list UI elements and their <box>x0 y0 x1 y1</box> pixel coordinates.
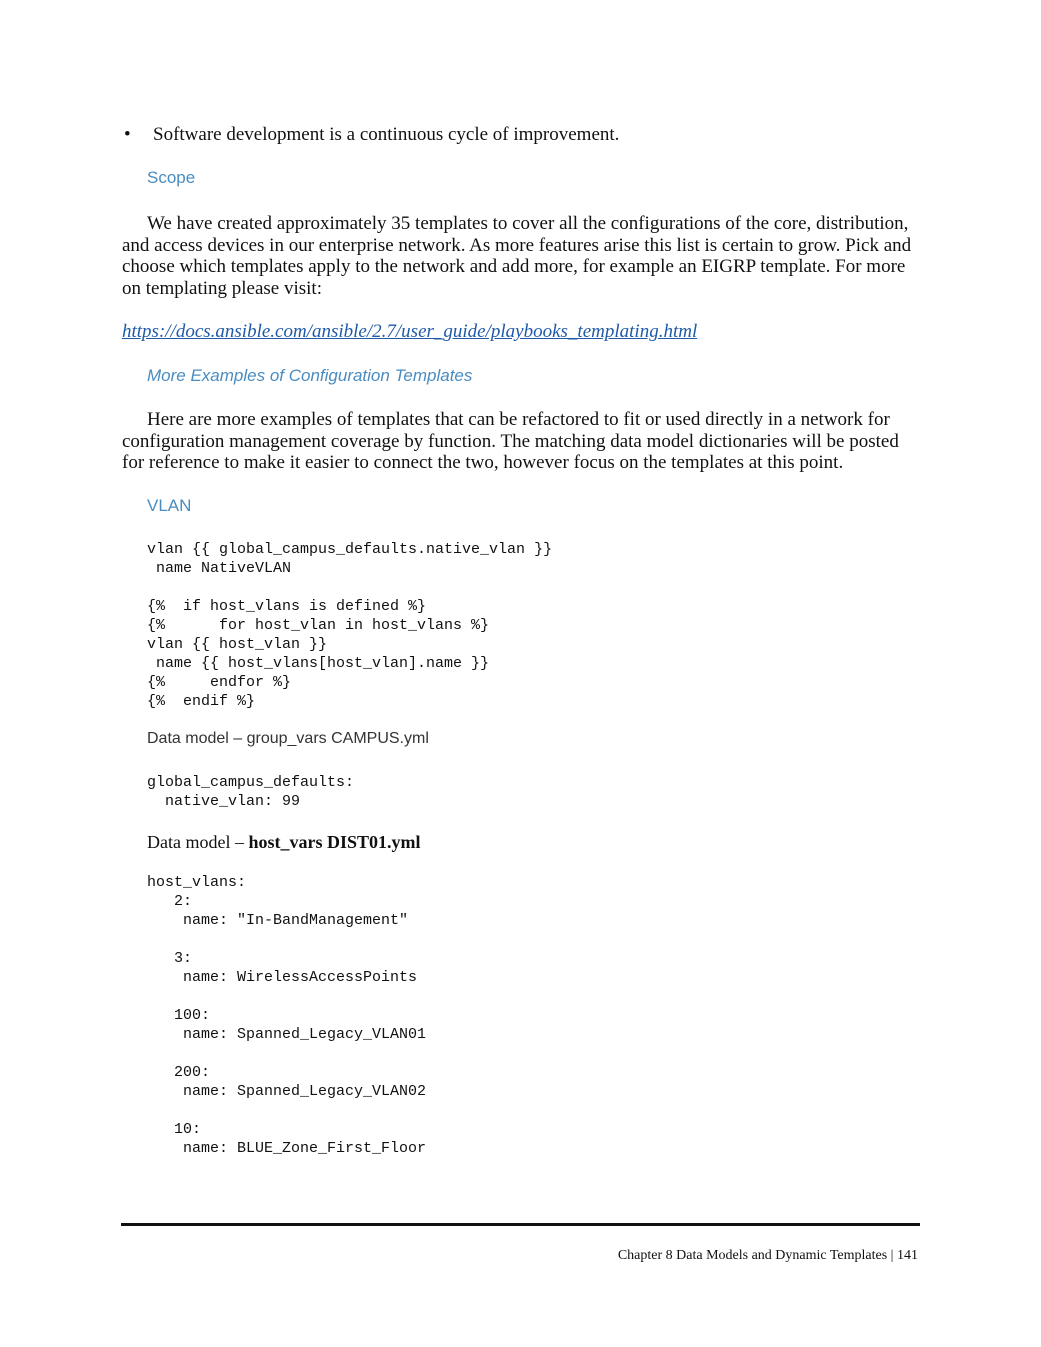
host-vars-label-file: host_vars DIST01.yml <box>248 832 421 852</box>
host-vars-code: host_vlans: 2: name: "In-BandManagement" 3: name: WirelessAccessPoints 100: name: Spanned_Legacy_VLAN01 200: name: Spanned_Legacy_VLAN02 10: name: BLUE_Zone_First_Floor <box>147 874 427 1157</box>
footer-divider <box>121 1223 920 1226</box>
bullet-marker: • <box>124 124 131 145</box>
host-vars-label-prefix: Data model – <box>147 832 249 852</box>
ansible-templating-link[interactable]: https://docs.ansible.com/ansible/2.7/user_guide/playbooks_templating.html <box>122 321 698 342</box>
group-vars-label: Data model – group_vars CAMPUS.yml <box>147 730 429 747</box>
vlan-heading: VLAN <box>147 496 192 515</box>
group-vars-code: global_campus_defaults: native_vlan: 99 <box>147 774 355 810</box>
bullet-text: Software development is a continuous cycle of improvement. <box>153 124 620 145</box>
host-vars-label <box>147 832 421 853</box>
page-footer: Chapter 8 Data Models and Dynamic Templates | 141 <box>617 1248 918 1263</box>
more-examples-heading: More Examples of Configuration Templates <box>147 366 473 385</box>
more-examples-paragraph: Here are more examples of templates that can be refactored to fit or used directly in a network for configuration management coverage by function. The matching data model dictionaries will be posted for reference to make it easier to connect the two, however focus on the templates at this point. <box>122 409 899 473</box>
scope-paragraph: We have created approximately 35 templates to cover all the configurations of the core, distribution, and access devices in our enterprise network. As more features arise this list is certain to grow. Pick and choose which templates apply to the network and add more, for example an EIGRP template. For more on templating please visit: <box>122 213 912 299</box>
vlan-template-code: vlan {{ global_campus_defaults.native_vlan }} name NativeVLAN {% if host_vlans is defined %} {% for host_vlan in host_vlans %} vlan {{ host_vlan }} name {{ host_vlans[host_vlan].name }} {% endfor %} {% endif %} <box>147 541 553 710</box>
scope-heading: Scope <box>147 168 196 187</box>
